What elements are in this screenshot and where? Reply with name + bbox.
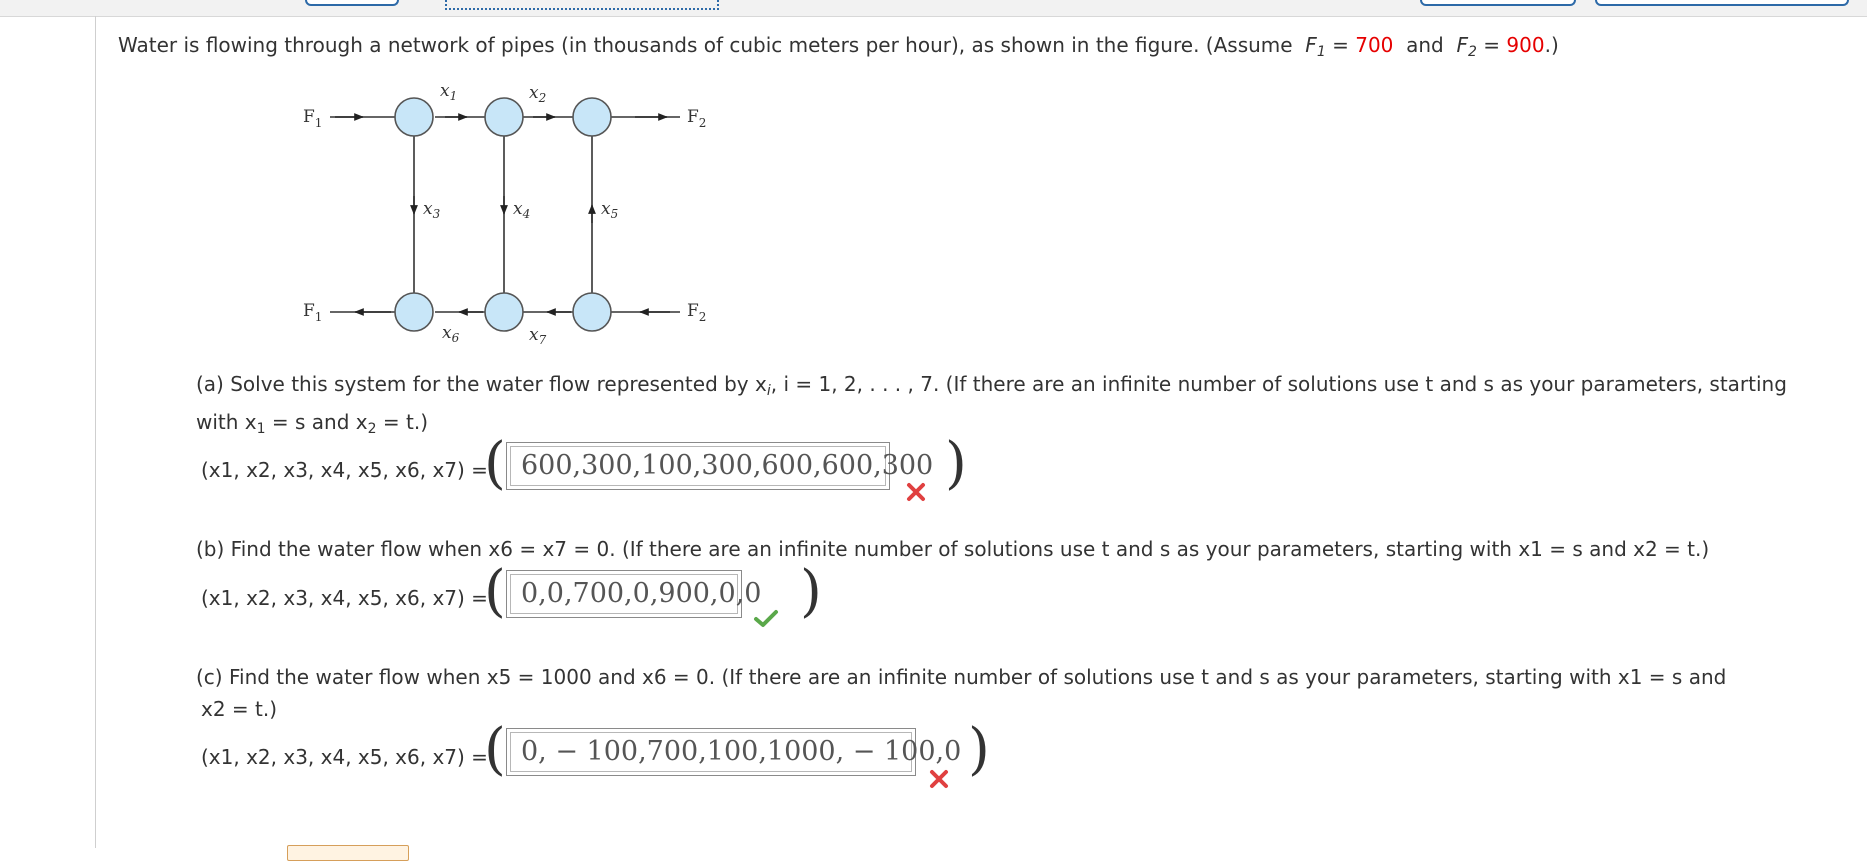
part-c-open-paren: ( [484, 717, 506, 782]
part-a-tuple-label: (x1, x2, x3, x4, x5, x6, x7) = [201, 458, 488, 482]
part-c-tuple-label: (x1, x2, x3, x4, x5, x6, x7) = [201, 745, 488, 769]
node-bottom-2 [485, 293, 523, 331]
label-x7: $x_7$ [529, 325, 547, 347]
part-a-answer-value[interactable]: 600,300,100,300,600,600,300 [510, 446, 886, 486]
part-c-question-line2: x2 = t.) [201, 697, 278, 721]
label-f1-bottom: $F_1$ [303, 301, 323, 324]
bottom-action-button[interactable] [287, 845, 409, 861]
check-mark-icon [753, 607, 779, 629]
f1-value: 700 [1355, 33, 1394, 57]
label-f2-top: $F_2$ [687, 107, 707, 130]
toolbar-button[interactable] [305, 0, 399, 6]
node-top-1 [395, 98, 433, 136]
part-a-open-paren: ( [484, 431, 506, 496]
label-x1: $x_1$ [440, 81, 458, 103]
top-toolbar [0, 0, 1867, 17]
node-top-3 [573, 98, 611, 136]
label-f2-bottom: $F_2$ [687, 301, 707, 324]
part-a-question-line2: with $x_1 = s$ and $x_2 = t$.) [196, 410, 429, 437]
label-x3: $x_3$ [423, 199, 441, 221]
label-x2: $x_2$ [529, 83, 547, 105]
toolbar-button[interactable] [1420, 0, 1576, 6]
x-mark-icon [928, 768, 950, 790]
toolbar-focused-button[interactable] [445, 0, 719, 10]
part-a-question-line1: (a) Solve this system for the water flow represented by $x_i$, i = 1, 2, . . . , 7. (If there are an infinite number of solutions use t and s as your parameters, starting [196, 372, 1787, 399]
part-c-answer-field[interactable] [506, 728, 962, 776]
part-b-answer-field[interactable] [506, 570, 762, 618]
toolbar-button[interactable] [1595, 0, 1849, 6]
part-b-close-paren: ) [800, 559, 822, 624]
f2-value: 900 [1506, 33, 1545, 57]
label-f1-top: $F_1$ [303, 107, 323, 130]
part-c-close-paren: ) [968, 717, 990, 782]
part-a-answer-field[interactable] [506, 442, 934, 490]
node-bottom-1 [395, 293, 433, 331]
problem-statement: Water is flowing through a network of pipes (in thousands of cubic meters per hour), as shown in the figure. (Assume $F_1 = 700$ and $F_2 = 900$.) [118, 33, 1559, 60]
label-x6: $x_6$ [442, 323, 460, 345]
node-bottom-3 [573, 293, 611, 331]
part-b-open-paren: ( [484, 559, 506, 624]
label-x4: $x_4$ [513, 199, 531, 221]
part-c-question-line1: (c) Find the water flow when x5 = 1000 and x6 = 0. (If there are an infinite number of solutions use t and s as your parameters, starting with x1 = s and [196, 665, 1727, 689]
label-x5: $x_5$ [601, 199, 619, 221]
part-b-answer-value[interactable]: 0,0,700,0,900,0,0 [510, 574, 738, 614]
part-b-question: (b) Find the water flow when x6 = x7 = 0. (If there are an infinite number of solutions use t and s as your parameters, starting with x1 = s and x2 = t.) [196, 537, 1710, 561]
part-b-tuple-label: (x1, x2, x3, x4, x5, x6, x7) = [201, 586, 488, 610]
part-a-close-paren: ) [945, 431, 967, 496]
part-c-answer-value[interactable]: 0, − 100,700,100,1000, − 100,0 [510, 732, 912, 772]
pipe-network-figure [295, 78, 735, 358]
node-top-2 [485, 98, 523, 136]
x-mark-icon [905, 481, 927, 503]
